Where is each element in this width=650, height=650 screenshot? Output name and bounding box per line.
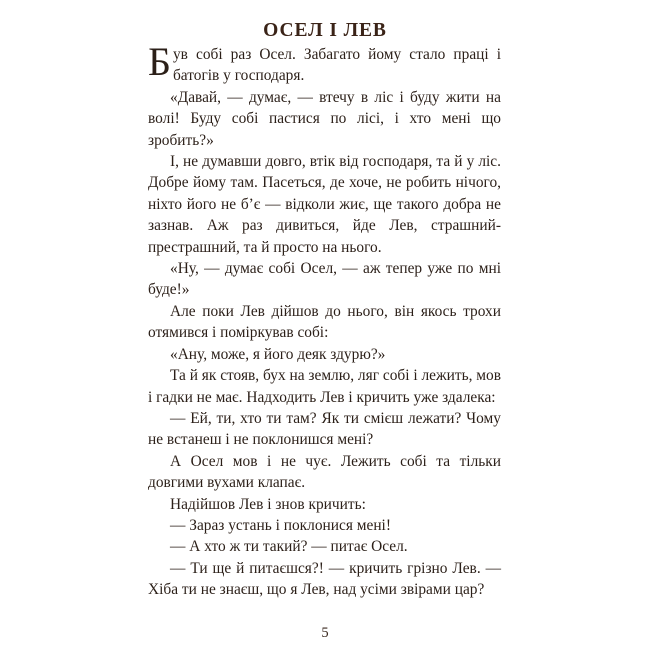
paragraph-text: «Давай, — думає, — втечу в ліс і буду жити на волі! Буду собі пастися по лісі, і хто мені що зробить?» xyxy=(148,88,501,149)
paragraph-text: «Ну, — думає собі Осел, — аж тепер уже по мні буде!» xyxy=(148,260,501,299)
paragraph-dialogue xyxy=(148,558,501,601)
paragraph xyxy=(148,494,501,515)
paragraph xyxy=(148,87,501,151)
paragraph xyxy=(148,451,501,494)
page-title: ОСЕЛ І ЛЕВ xyxy=(263,20,387,42)
paragraph-text: Та й як стояв, бух на землю, ляг собі і лежить, мов і гадки не має. Надходить Лев і кричить уже здалека: xyxy=(148,367,501,406)
paragraph-text: Але поки Лев дійшов до нього, він якось трохи отямився і поміркував собі: xyxy=(148,302,501,342)
paragraph-text: «Ану, може, я його деяк здурю?» xyxy=(170,345,386,363)
paragraph-dialogue xyxy=(148,408,501,451)
paragraph-text: — Ей, ти, хто ти там? Як ти смієш лежати? Чому не встанеш і не поклонишся мені? xyxy=(148,409,501,449)
page-number: 5 xyxy=(321,625,329,641)
drop-cap: Б xyxy=(148,39,171,84)
paragraph-dialogue xyxy=(148,515,501,536)
paragraph-text: — Зараз устань і поклонися мені! xyxy=(170,516,391,534)
paragraph-text: — Ти ще й питаєшся?! — кричить грізно Лев. — Хіба ти не знаєш, що я Лев, над усіми звірами цар? xyxy=(148,559,501,599)
paragraph-text: І, не думавши довго, втік від господаря, та й у ліс. Добре йому там. Пасеться, де хоче, не робить нічого, ніхто його не б’є — відколи жиє, ще такого добра не зазнав. Аж раз дивиться, йде Лев, страшний-престрашний, та й просто на нього. xyxy=(148,153,501,256)
paragraph-text: Надійшов Лев і знов кричить: xyxy=(170,495,366,513)
paragraph-text: — А хто ж ти такий? — питає Осел. xyxy=(170,538,408,556)
paragraph xyxy=(148,344,501,365)
paragraph-opening xyxy=(148,39,501,87)
body-text-column xyxy=(148,39,501,601)
paragraph-text: ув собі раз Осел. Забагато йому стало праці і батогів у господаря. xyxy=(172,46,501,85)
paragraph xyxy=(148,365,501,408)
paragraph xyxy=(148,258,501,301)
paragraph-text: А Осел мов і не чує. Лежить собі та тільки довгими вухами клапає. xyxy=(148,452,501,492)
paragraph xyxy=(148,301,501,344)
paragraph xyxy=(148,151,501,258)
paragraph-dialogue xyxy=(148,536,501,557)
